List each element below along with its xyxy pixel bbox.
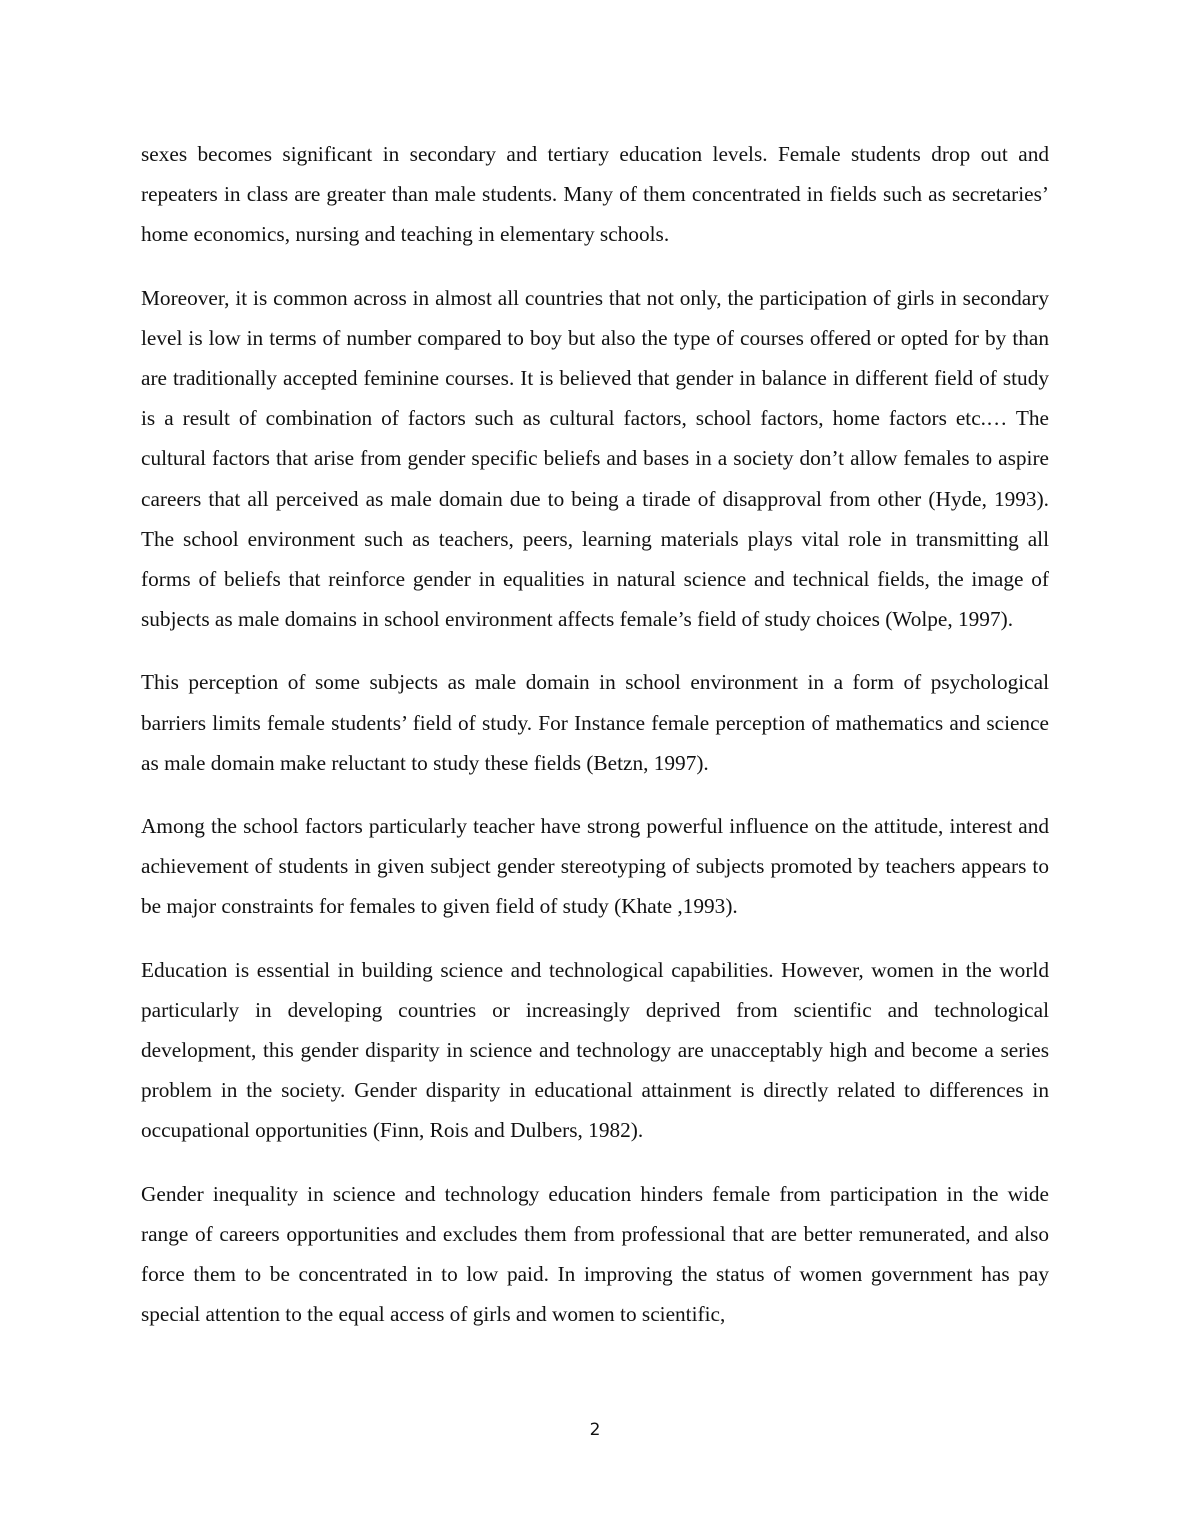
page-number: 2 [589, 1420, 601, 1440]
paragraph-5: Education is essential in building science and technological capabilities. However, women in the world particularly in developing countries or increasingly deprived from scientific and technological development, this gender disparity in science and technology are unacceptably high and become a series problem in the society. Gender disparity in educational attainment is directly related to differences in occupational opportunities (Finn, Rois and Dulbers, 1982). [141, 957, 1049, 1143]
paragraph-2: Moreover, it is common across in almost all countries that not only, the participation of girls in secondary level is low in terms of number compared to boy but also the type of courses offered or opted for by than are traditionally accepted feminine courses. It is believed that gender in balance in different field of study is a result of combination of factors such as cultural factors, school factors, home factors etc.… The cultural factors that arise from gender specific beliefs and bases in a society don’t allow females to aspire careers that all perceived as male domain due to being a tirade of disapproval from other (Hyde, 1993). The school environment such as teachers, peers, learning materials plays vital role in transmitting all forms of beliefs that reinforce gender in equalities in natural science and technical fields, the image of subjects as male domains in school environment affects female’s field of study choices (Wolpe, 1997). [141, 285, 1049, 632]
paragraph-3: This perception of some subjects as male domain in school environment in a form of psychological barriers limits female students’ field of study. For Instance female perception of mathematics and science as male domain make reluctant to study these fields (Betzn, 1997). [141, 670, 1049, 775]
paragraph-6: Gender inequality in science and technology education hinders female from participation in the wide range of careers opportunities and excludes them from professional that are better remunerated, and also force them to be concentrated in to low paid. In improving the status of women government has pay special attention to the equal access of girls and women to scientific, [141, 1181, 1049, 1327]
paragraph-4: Among the school factors particularly teacher have strong powerful influence on the attitude, interest and achievement of students in given subject gender stereotyping of subjects promoted by teachers appears to be major constraints for females to given field of study (Khate ,1993). [141, 814, 1049, 919]
document-body [141, 134, 1049, 1357]
paragraph-1: sexes becomes significant in secondary and tertiary education levels. Female students drop out and repeaters in class are greater than male students. Many of them concentrated in fields such as secretaries’ home economics, nursing and teaching in elementary schools. [141, 142, 1049, 247]
